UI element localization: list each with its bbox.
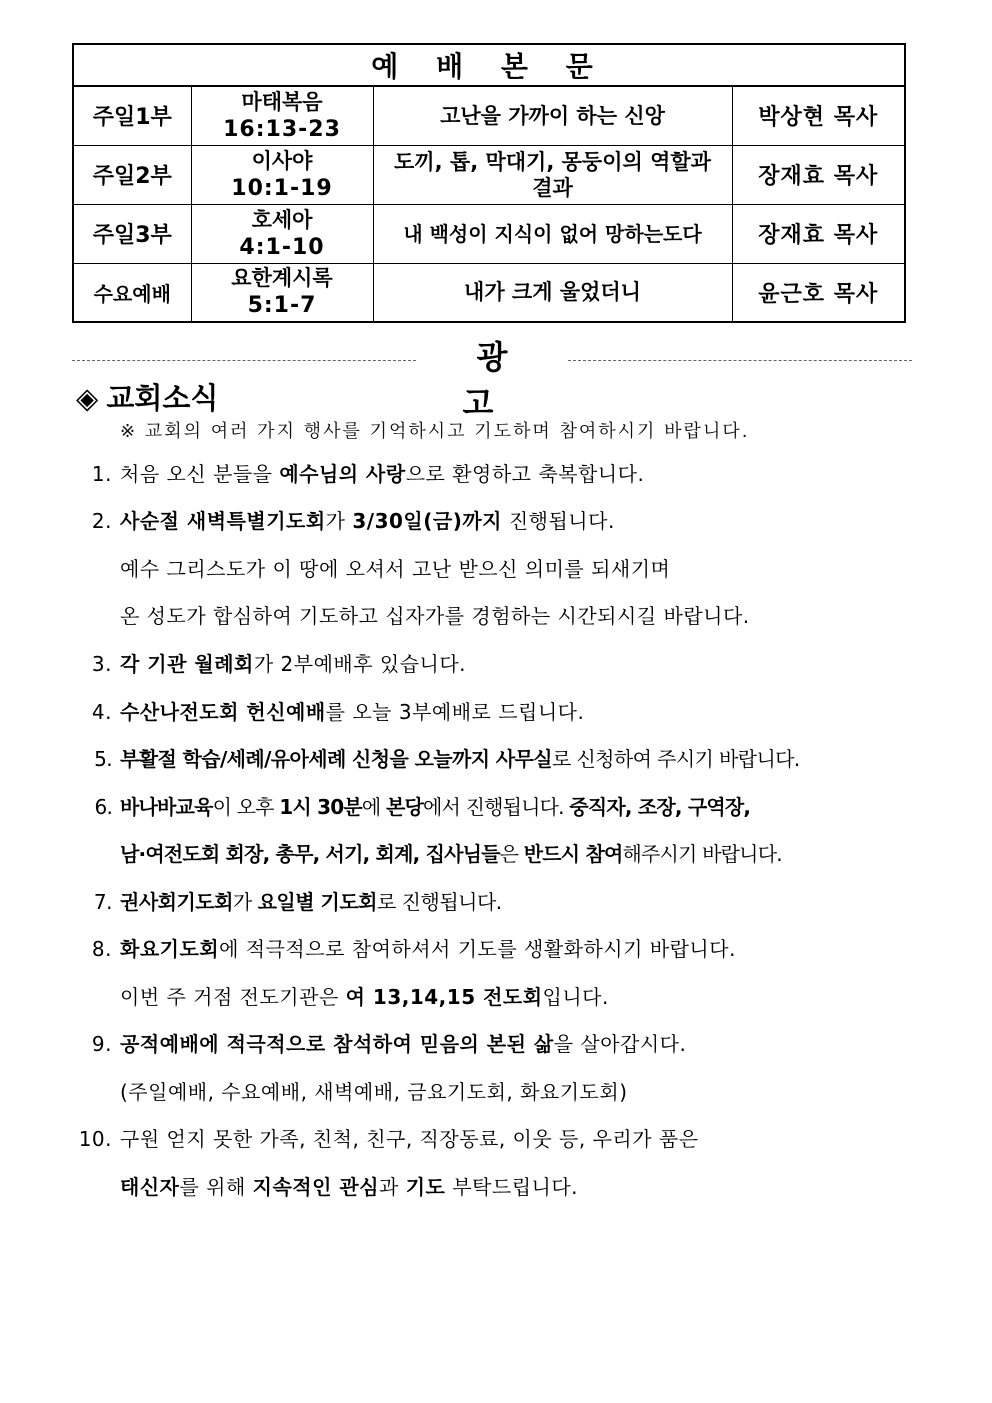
- sermon-title: 도끼, 톱, 막대기, 몽둥이의 역할과 결과: [373, 145, 732, 204]
- sermon-table-title: 예 배 본 문: [73, 44, 905, 86]
- scripture-book: 이사야: [251, 148, 313, 173]
- sermon-table: [72, 43, 906, 323]
- table-row: [73, 263, 905, 322]
- scripture-verse: 5:1-7: [247, 293, 317, 319]
- section-heading: [76, 376, 218, 417]
- notice-text: 을 살아갑시다.: [553, 1032, 687, 1056]
- pastor-name: 장재효 목사: [732, 204, 905, 263]
- item-number: 7.: [93, 890, 112, 914]
- notice-emphasis: 요일별 기도회: [257, 890, 377, 914]
- notice-emphasis: 지속적인 관심: [252, 1175, 380, 1199]
- notice-text: 으로 환영하고 축복합니다.: [405, 462, 645, 486]
- list-item: [94, 793, 751, 821]
- notice-text: 로 신청하여 주시기 바랍니다.: [551, 747, 800, 771]
- item-number: 8.: [91, 937, 112, 961]
- notice-emphasis: 바나바교육: [120, 795, 213, 819]
- notice-emphasis: 태신자: [120, 1175, 180, 1199]
- notice-emphasis: 여 13,14,15 전도회: [345, 985, 543, 1009]
- item-number: 9.: [91, 1032, 112, 1056]
- notice-emphasis: 남·여전도회 회장, 총무, 서기, 회계, 집사님들: [120, 842, 500, 866]
- notice-emphasis: 기도: [405, 1175, 446, 1199]
- list-item: [94, 745, 800, 773]
- notice-emphasis: 수산나전도회 헌신예배: [120, 700, 326, 724]
- notice-text: 에 적극적으로 참여하셔서 기도를 생활화하시기 바랍니다.: [219, 937, 736, 961]
- list-item: [91, 507, 615, 535]
- notice-text: 에: [361, 795, 386, 819]
- notice-text: 를 위해: [179, 1175, 253, 1199]
- notice-text: 해주시기 바랍니다.: [622, 842, 782, 866]
- item-number: 5.: [94, 747, 112, 771]
- dashed-divider-right: [568, 360, 912, 361]
- notice-text: 진행됩니다.: [501, 509, 615, 533]
- service-name: 주일3부: [73, 204, 191, 263]
- notice-continuation: [120, 840, 782, 868]
- notice-emphasis: 화요기도회: [120, 937, 220, 961]
- item-number: 2.: [91, 509, 112, 533]
- notice-text: 이번 주 거점 전도기관은: [120, 985, 346, 1009]
- notice-text: 구원 얻지 못한 가족, 친척, 친구, 직장동료, 이웃 등, 우리가 품은: [120, 1127, 699, 1151]
- scripture-book: 마태복음: [241, 89, 323, 114]
- scripture-verse: 4:1-10: [239, 234, 325, 260]
- notice-text: 로 진행됩니다.: [377, 890, 502, 914]
- section-title: 교회소식: [106, 381, 219, 415]
- item-number: 4.: [91, 700, 112, 724]
- scripture: [191, 145, 373, 204]
- notice-emphasis: 반드시 참여: [523, 842, 623, 866]
- list-item: [91, 698, 585, 726]
- notice-continuation: (주일예배, 수요예배, 새벽예배, 금요기도회, 화요기도회): [120, 1080, 628, 1104]
- item-number: 1.: [91, 462, 112, 486]
- item-number: 6.: [94, 795, 112, 819]
- dashed-divider-left: [72, 360, 416, 361]
- list-item: [91, 650, 467, 678]
- pastor-name: 박상현 목사: [732, 86, 905, 145]
- notice-text: 가: [232, 890, 258, 914]
- table-row: [73, 86, 905, 145]
- notice-emphasis: 공적예배에 적극적으로 참석하여 믿음의 본된 삶: [120, 1032, 554, 1056]
- notice-emphasis: 예수님의 사랑: [279, 462, 406, 486]
- announcement-title: 광 고: [462, 338, 536, 422]
- table-row: [73, 145, 905, 204]
- diamond-icon: ◈: [76, 381, 99, 415]
- notice-emphasis: 부활절 학습/세례/유아세례 신청을 오늘까지 사무실: [120, 747, 552, 771]
- notice-text: 가: [325, 509, 353, 533]
- service-name: 주일1부: [73, 86, 191, 145]
- notice-emphasis: 본당: [385, 795, 423, 819]
- table-row: [73, 204, 905, 263]
- notice-continuation: 예수 그리스도가 이 땅에 오셔서 고난 받으신 의미를 되새기며: [120, 557, 671, 581]
- notice-text: 부탁드립니다.: [445, 1175, 579, 1199]
- scripture-book: 호세아: [251, 207, 313, 232]
- notice-text: 가 2부예배후 있습니다.: [253, 652, 467, 676]
- scripture-verse: 16:13-23: [223, 116, 341, 142]
- notice-emphasis: 사순절 새벽특별기도회: [120, 509, 326, 533]
- list-item: [93, 888, 502, 916]
- sermon-title: 내 백성이 지식이 없어 망하는도다: [373, 204, 732, 263]
- notice-emphasis: 1시 30분: [279, 795, 362, 819]
- service-name: 수요예배: [73, 263, 191, 322]
- sermon-title: 고난을 가까이 하는 신앙: [373, 86, 732, 145]
- notice-emphasis: 3/30일(금)까지: [352, 509, 502, 533]
- notice-text: 은: [499, 842, 524, 866]
- item-number: 10.: [78, 1127, 112, 1151]
- list-item: [78, 1125, 699, 1153]
- notice-text: 를 오늘 3부예배로 드립니다.: [325, 700, 585, 724]
- notice-continuation: [120, 1173, 578, 1201]
- list-item: [91, 935, 736, 963]
- list-item: [91, 1030, 687, 1058]
- section-note: ※ 교회의 여러 가지 행사를 기억하시고 기도하며 참여하시기 바랍니다.: [120, 421, 750, 442]
- scripture: [191, 86, 373, 145]
- notice-text: 과: [379, 1175, 406, 1199]
- scripture: [191, 204, 373, 263]
- notice-text: 입니다.: [542, 985, 609, 1009]
- notice-text: 처음 오신 분들을: [120, 462, 280, 486]
- pastor-name: 장재효 목사: [732, 145, 905, 204]
- sermon-table-header-row: [73, 44, 905, 86]
- sermon-title: 내가 크게 울었더니: [373, 263, 732, 322]
- item-number: 3.: [91, 652, 112, 676]
- scripture-book: 요한계시록: [231, 266, 333, 291]
- notice-continuation: 온 성도가 합심하여 기도하고 십자가를 경험하는 시간되시길 바랍니다.: [120, 604, 750, 628]
- notice-emphasis: 권사회기도회: [120, 890, 233, 914]
- notice-text: 에서 진행됩니다.: [422, 795, 570, 819]
- notice-emphasis: 각 기관 월례회: [120, 652, 254, 676]
- list-item: [91, 460, 645, 488]
- service-name: 주일2부: [73, 145, 191, 204]
- scripture: [191, 263, 373, 322]
- pastor-name: 윤근호 목사: [732, 263, 905, 322]
- scripture-verse: 10:1-19: [231, 175, 333, 201]
- notice-continuation: [120, 983, 609, 1011]
- notice-emphasis: 중직자, 조장, 구역장,: [569, 795, 751, 819]
- notice-text: 이 오후: [212, 795, 280, 819]
